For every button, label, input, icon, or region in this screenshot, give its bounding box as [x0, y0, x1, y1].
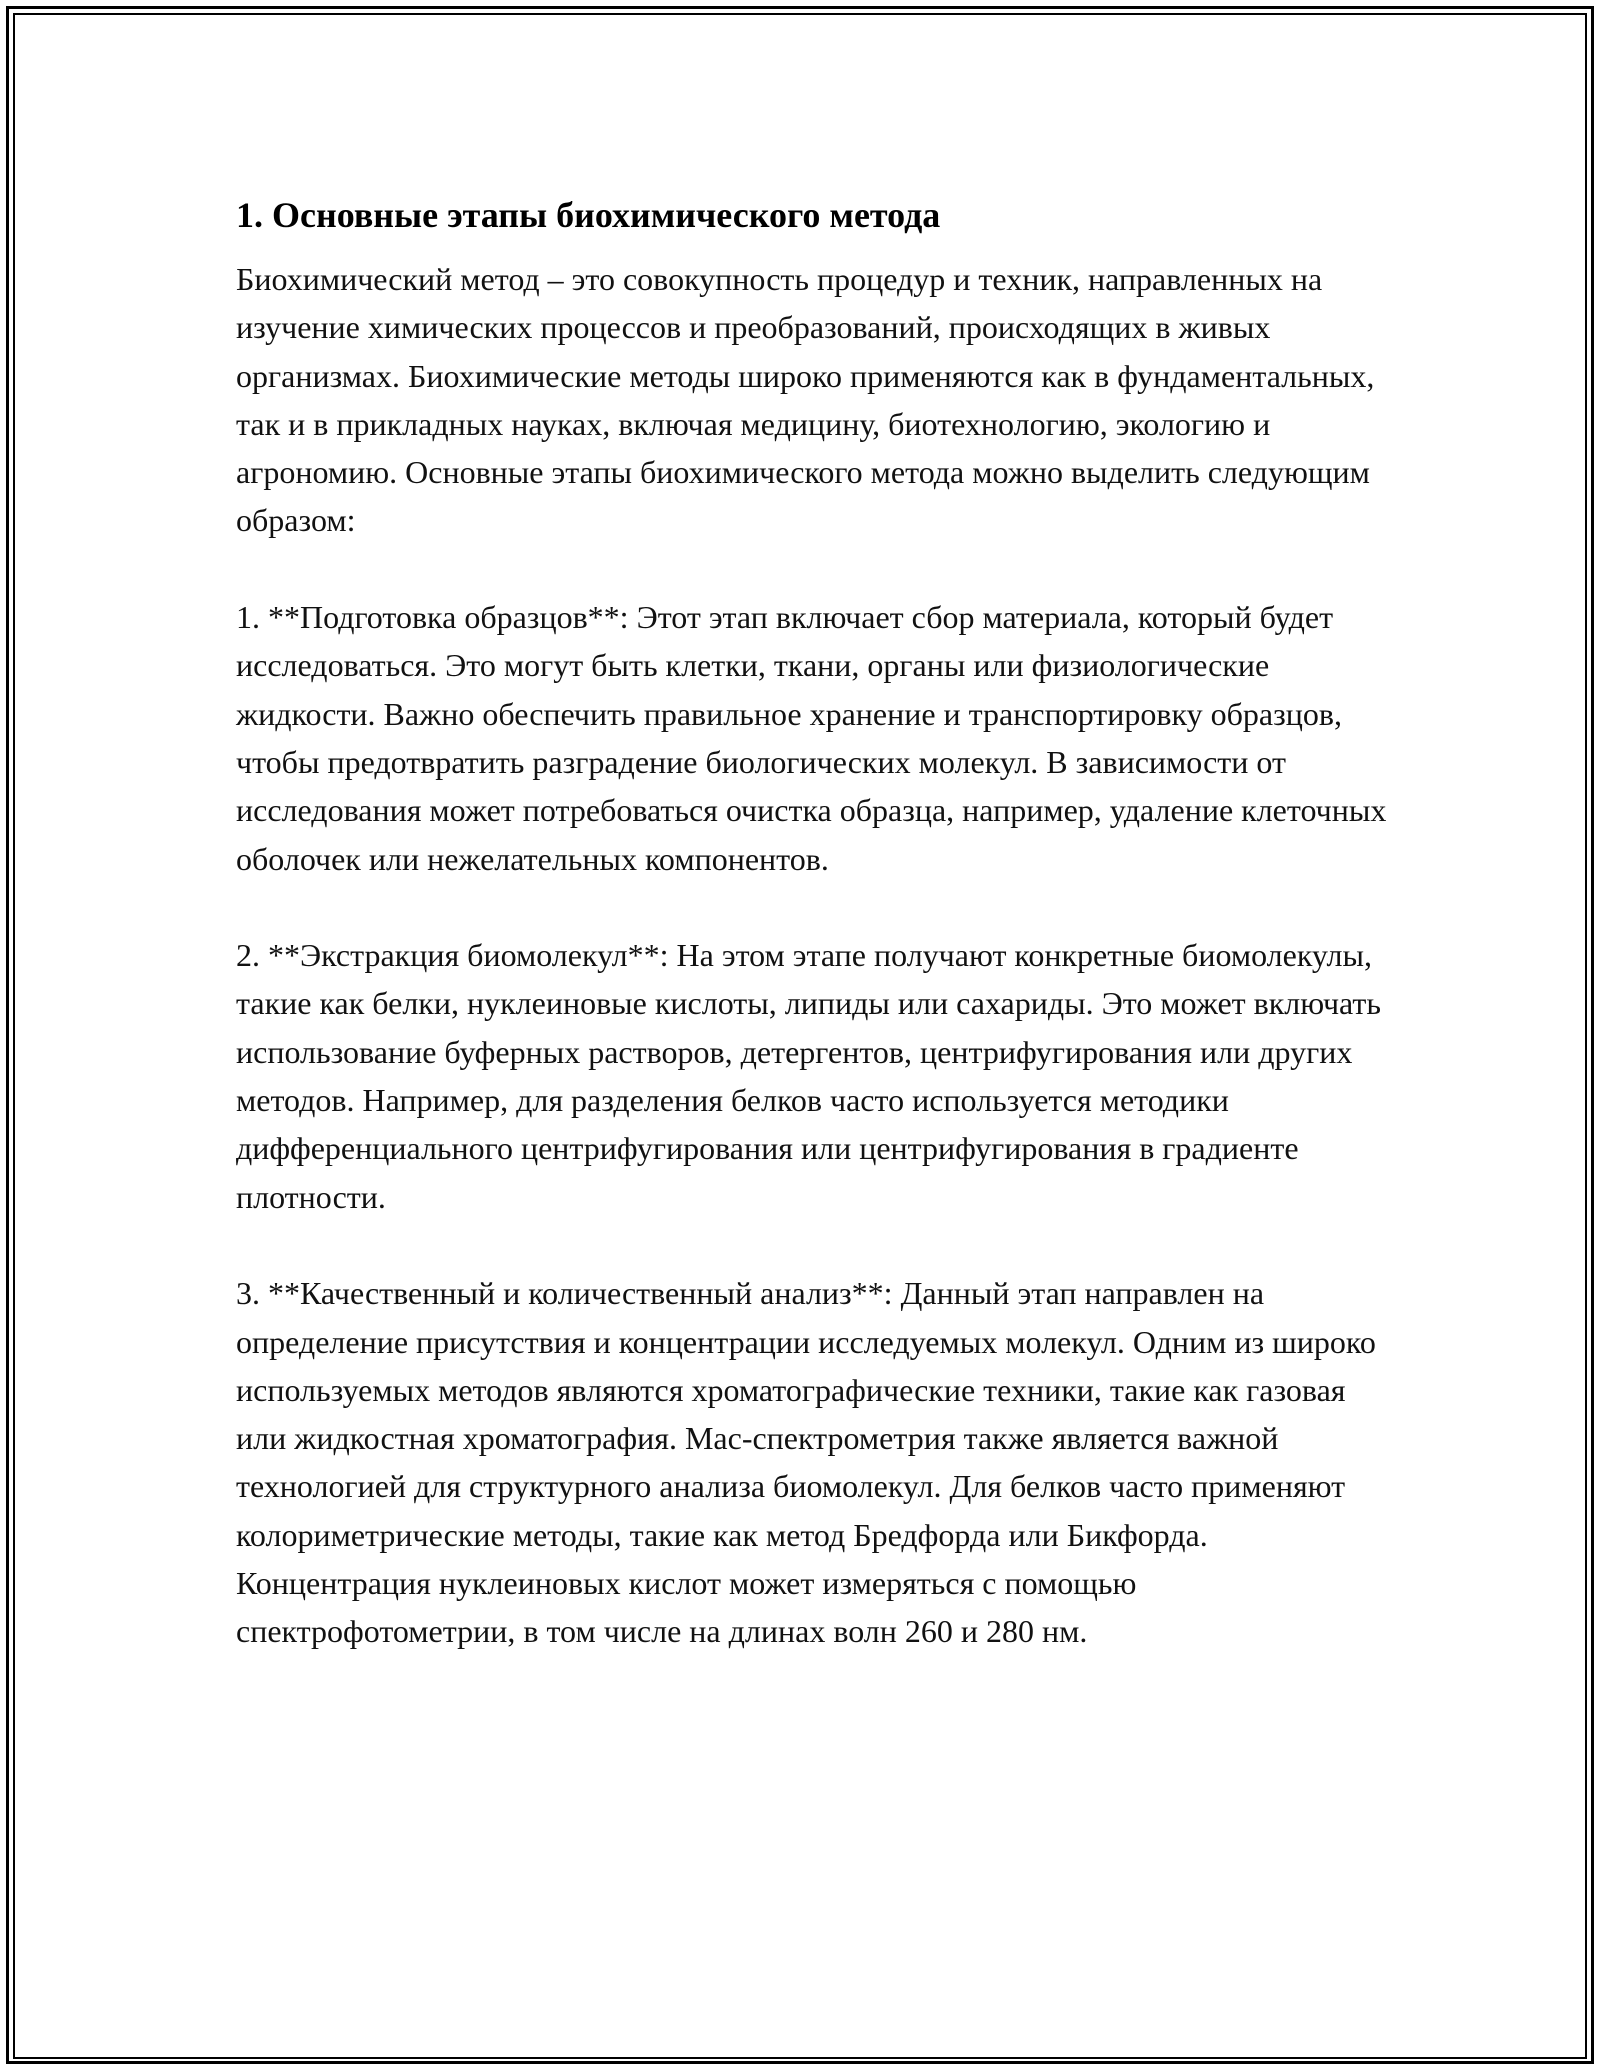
section-heading: 1. Основные этапы биохимического метода	[236, 195, 941, 235]
step-2-paragraph: 2. **Экстракция биомолекул**: На этом этапе получают конкретные биомолекулы, такие как белки, нуклеиновые кислоты, липиды или сахариды. Это может включать использование буферных растворов, детергентов, центрифугирования или других методов. Например, для разделения белков часто используется методики дифференциального центрифугирования или центрифугирования в градиенте плотности.	[236, 937, 1381, 1215]
step-3-paragraph: 3. **Качественный и количественный анализ**: Данный этап направлен на определение присутствия и концентрации исследуемых молекул. Одним из широко используемых методов являются хроматографические техники, такие как газовая или жидкостная хроматография. Мас-спектрометрия также является важной технологией для структурного анализа биомолекул. Для белков часто применяют колориметрические методы, такие как метод Бредфорда или Бикфорда. Концентрация нуклеиновых кислот может измеряться с помощью спектрофотометрии, в том числе на длинах волн 260 и 280 нм.	[236, 1275, 1376, 1650]
step-1-paragraph: 1. **Подготовка образцов**: Этот этап включает сбор материала, который будет исследоваться. Это могут быть клетки, ткани, органы или физиологические жидкости. Важно обеспечить правильное хранение и транспортировку образцов, чтобы предотвратить разградение биологических молекул. В зависимости от исследования может потребоваться очистка образца, например, удаление клеточных оболочек или нежелательных компонентов.	[236, 599, 1387, 877]
intro-paragraph: Биохимический метод – это совокупность процедур и техник, направленных на изучение химических процессов и преобразований, происходящих в живых организмах. Биохимические методы широко применяются как в фундаментальных, так и в прикладных науках, включая медицину, биотехнологию, экологию и агрономию. Основные этапы биохимического метода можно выделить следующим образом:	[236, 261, 1375, 539]
document-body	[236, 187, 1396, 1656]
